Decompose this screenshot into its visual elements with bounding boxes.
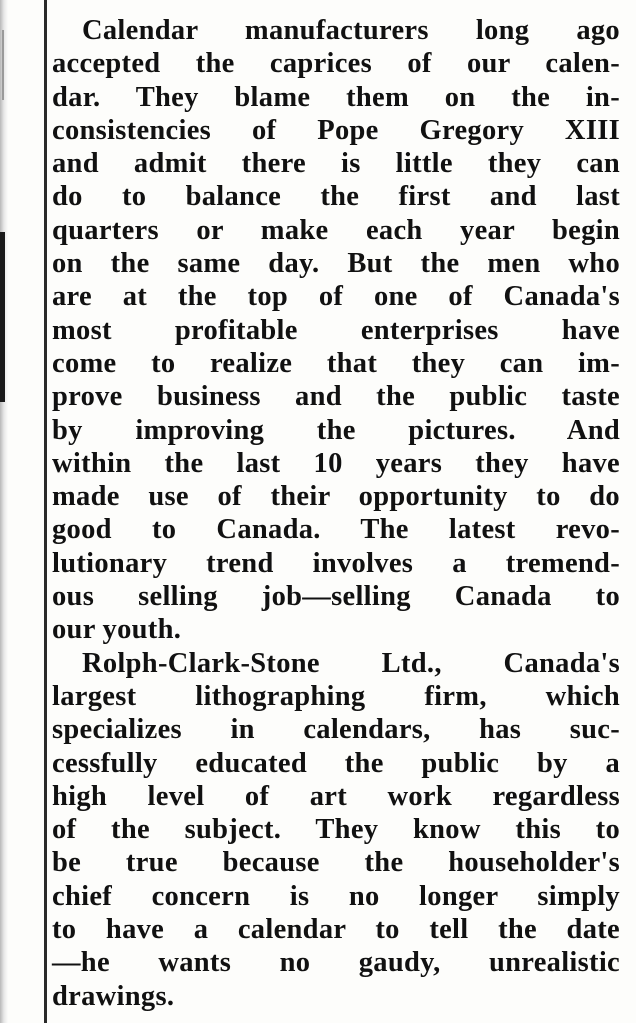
- text-line: specializes in calendars, has suc-: [52, 714, 620, 746]
- text-line: quarters or make each year begin: [52, 214, 620, 246]
- scan-edge-shadow: [0, 0, 8, 1023]
- text-line: on the same day. But the men who: [52, 248, 620, 280]
- text-line: by improving the pictures. And: [52, 414, 620, 446]
- text-line: within the last 10 years they have: [52, 447, 620, 479]
- text-line: good to Canada. The latest revo-: [52, 514, 620, 546]
- text-line: consistencies of Pope Gregory XIII: [52, 114, 620, 146]
- text-line: chief concern is no longer simply: [52, 880, 620, 912]
- text-line: Rolph-Clark-Stone Ltd., Canada's: [82, 647, 620, 679]
- text-line: be true because the householder's: [52, 847, 620, 879]
- text-line: to have a calendar to tell the date: [52, 914, 620, 946]
- article-text: [52, 14, 620, 1013]
- column-rule: [44, 0, 47, 1023]
- text-line: prove business and the public taste: [52, 381, 620, 413]
- text-line: most profitable enterprises have: [52, 314, 620, 346]
- text-line: and admit there is little they can: [52, 148, 620, 180]
- text-line: drawings.: [52, 980, 175, 1012]
- text-line: lutionary trend involves a tremend-: [52, 547, 620, 579]
- text-line: dar. They blame them on the in-: [52, 81, 620, 113]
- text-line: are at the top of one of Canada's: [52, 281, 620, 313]
- text-line: of the subject. They know this to: [52, 814, 620, 846]
- text-line: largest lithographing firm, which: [52, 680, 620, 712]
- text-line: cessfully educated the public by a: [52, 747, 620, 779]
- text-line: Calendar manufacturers long ago: [82, 15, 620, 46]
- text-line: accepted the caprices of our calen-: [52, 48, 620, 80]
- paragraph-1: [52, 14, 620, 647]
- adjacent-column-fragment: [2, 30, 4, 100]
- text-line: made use of their opportunity to do: [52, 481, 620, 513]
- text-line: do to balance the first and last: [52, 181, 620, 213]
- adjacent-column-fragment: [0, 232, 5, 402]
- text-line: our youth.: [52, 614, 182, 646]
- text-line: —he wants no gaudy, unrealistic: [52, 947, 620, 979]
- text-line: come to realize that they can im-: [52, 347, 620, 379]
- text-line: high level of art work regardless: [52, 780, 620, 812]
- paragraph-2: [52, 647, 620, 1013]
- text-line: ous selling job—selling Canada to: [52, 581, 620, 613]
